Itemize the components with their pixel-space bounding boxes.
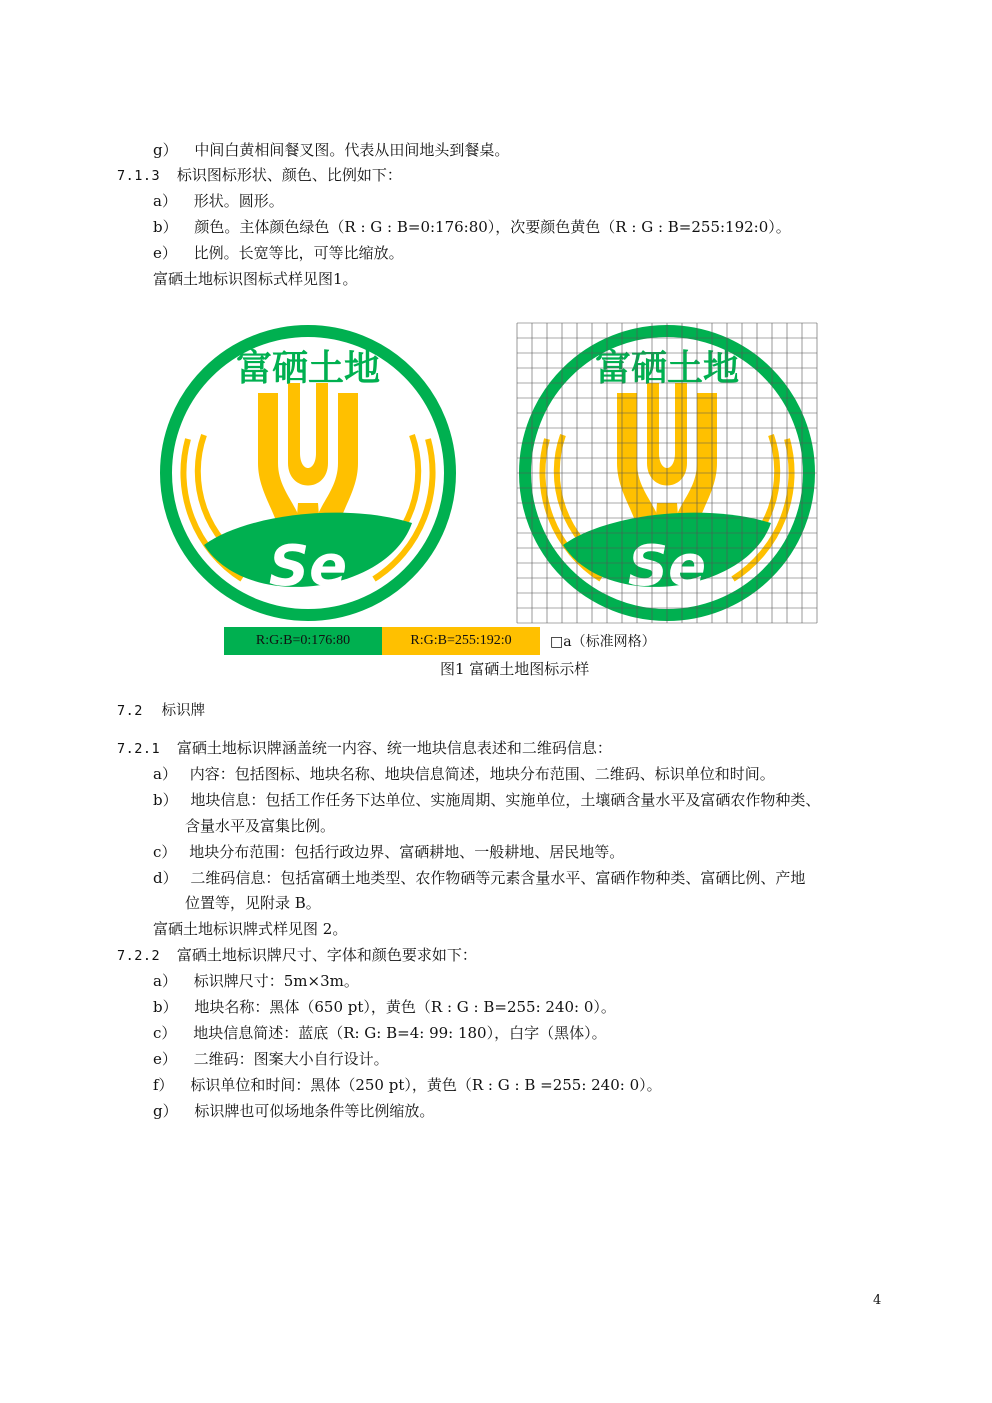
list-item-b <box>153 790 820 810</box>
list-marker: b） <box>153 791 178 809</box>
list-text: 地块分布范围：包括行政边界、富硒耕地、一般耕地、居民地等。 <box>189 843 625 861</box>
swatch-green: R:G:B=0:176:80 <box>224 627 382 655</box>
section-title: 标识图标形状、颜色、比例如下： <box>176 166 402 184</box>
list-marker: b） <box>153 998 178 1016</box>
section-722-heading <box>117 945 477 966</box>
swatch-yellow: R:G:B=255:192:0 <box>382 627 540 655</box>
list-item-c <box>153 1023 607 1043</box>
list-item-c <box>153 842 624 862</box>
list-text: 标识牌尺寸：5m×3m。 <box>193 972 359 990</box>
logo-se-text: Se <box>627 534 707 599</box>
section-721-heading <box>117 738 612 759</box>
list-text: 形状。圆形。 <box>193 192 284 210</box>
list-item-f <box>153 1075 662 1095</box>
list-text: 颜色。主体颜色绿色（R : G : B=0:176:80），次要颜色黄色（R : G : B=255:192:0）。 <box>194 218 791 236</box>
list-item-e <box>153 1049 389 1069</box>
list-text: 地块信息：包括工作任务下达单位、实施周期、实施单位，土壤硒含量水平及富硒农作物种类、 <box>190 791 821 809</box>
list-text: 中间白黄相间餐叉图。代表从田间地头到餐桌。 <box>194 141 510 159</box>
list-marker: b） <box>153 218 178 236</box>
section-number: 7.2.2 <box>117 948 161 964</box>
list-marker: c） <box>153 1024 177 1042</box>
page-number: 4 <box>873 1293 882 1308</box>
figure-1 <box>150 318 820 630</box>
section-title: 富硒土地标识牌尺寸、字体和颜色要求如下： <box>176 946 477 964</box>
list-marker: e） <box>153 244 177 262</box>
list-text: 地块信息简述：蓝底（R: G: B=4: 99: 180），白字（黑体）。 <box>193 1024 607 1042</box>
list-text: 二维码：图案大小自行设计。 <box>193 1050 389 1068</box>
logo-title-text: 富硒土地 <box>235 348 381 389</box>
standard-grid <box>517 323 817 623</box>
list-item-e <box>153 243 404 263</box>
list-text: 标识牌也可似场地条件等比例缩放。 <box>194 1102 435 1120</box>
logo-title-text: 富硒土地 <box>594 348 740 389</box>
figure-reference: 富硒土地标识牌式样见图 2。 <box>153 920 348 938</box>
list-text-continuation: 位置等，见附录 B。 <box>185 894 321 912</box>
list-text: 比例。长宽等比，可等比缩放。 <box>193 244 404 262</box>
list-marker: f） <box>153 1076 174 1094</box>
list-item-a <box>153 971 359 991</box>
section-number: 7.2.1 <box>117 741 161 757</box>
section-title: 标识牌 <box>161 703 206 719</box>
section-title: 富硒土地标识牌涵盖统一内容、统一地块信息表述和二维码信息： <box>176 739 612 757</box>
figure-reference: 富硒土地标识图标式样见图1。 <box>153 270 358 288</box>
list-marker: d） <box>153 869 178 887</box>
list-marker: g） <box>153 141 178 159</box>
list-marker: a） <box>153 765 177 783</box>
section-72-heading <box>117 700 205 721</box>
list-item-a <box>153 764 775 784</box>
list-marker: e） <box>153 1050 177 1068</box>
list-text-continuation: 含量水平及富集比例。 <box>185 817 336 835</box>
list-marker: a） <box>153 972 177 990</box>
list-marker: a） <box>153 192 177 210</box>
logo-se-text: Se <box>268 534 348 599</box>
list-text: 内容：包括图标、地块名称、地块信息简述，地块分布范围、二维码、标识单位和时间。 <box>189 765 775 783</box>
section-number: 7.1.3 <box>117 168 161 184</box>
figure-caption: 图1 富硒土地图标示样 <box>440 660 590 678</box>
grid-label: □a（标准网格） <box>550 634 656 650</box>
list-item-d <box>153 868 805 888</box>
list-marker: g） <box>153 1102 178 1120</box>
list-item-b <box>153 997 616 1017</box>
logo-grid-version <box>517 323 817 623</box>
section-713-heading <box>117 165 402 186</box>
list-text: 地块名称：黑体（650 pt），黄色（R : G : B=255: 240: 0）。 <box>194 998 616 1016</box>
logo-primary <box>162 327 454 619</box>
list-item-b <box>153 217 791 237</box>
list-marker: c） <box>153 843 177 861</box>
list-item-g <box>153 140 509 160</box>
list-text: 标识单位和时间：黑体（250 pt），黄色（R : G : B =255: 240: 0）。 <box>190 1076 662 1094</box>
list-item-a <box>153 191 284 211</box>
list-text: 二维码信息：包括富硒土地类型、农作物硒等元素含量水平、富硒作物种类、富硒比例、产地 <box>190 869 806 887</box>
list-item-g <box>153 1101 434 1121</box>
section-number: 7.2 <box>117 703 143 719</box>
